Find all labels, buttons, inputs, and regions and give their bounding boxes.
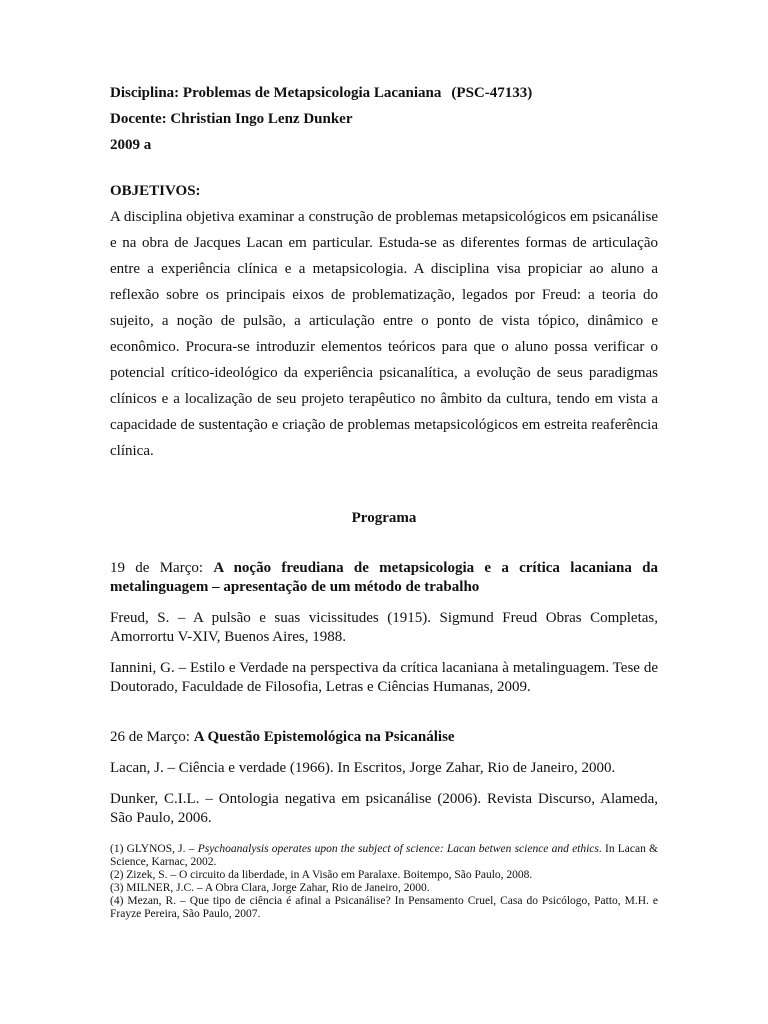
document-page (110, 80, 658, 921)
course-code: (PSC-47133) (451, 85, 533, 101)
session-2-heading (110, 728, 658, 747)
objectives-body: A disciplina objetiva examinar a construção de problemas metapsicológicos em psicanálise e na obra de Jacques Lacan em particular. Estuda-se as diferentes formas de articulação entre a experiência clínica e a metapsicologia. A disciplina visa propiciar ao aluno a reflexão sobre os principais eixos de problematização, legados por Freud: a teoria do sujeito, a noção de pulsão, a articulação entre o ponto de vista tópico, dinâmico e econômico. Procura-se introduzir elementos teóricos para que o aluno possa verificar o potencial crítico-ideológico da experiência psicanalítica, a evolução de seus paradigmas clínicos e a localização de seu projeto terapêutico no âmbito da cultura, tendo em vista a capacidade de sustentação e criação de problemas metapsicológicos em estreita reaferência clínica. (110, 209, 658, 459)
instructor-line: Docente: Christian Ingo Lenz Dunker (110, 111, 353, 127)
year-line: 2009 a (110, 137, 152, 153)
session-1-heading (110, 559, 658, 597)
session-2-date: 26 de Março: (110, 729, 194, 745)
footnote-2: (2) Zizek, S. – O circuito da liberdade, in A Visão em Paralaxe. Boitempo, São Paulo, 2008. (110, 869, 533, 881)
session-1-ref-2: Iannini, G. – Estilo e Verdade na perspectiva da crítica lacaniana à metalinguagem. Tese de Doutorado, Faculdade de Filosofia, Letras e Ciências Humanas, 2009. (110, 660, 658, 695)
footnote-3: (3) MILNER, J.C. – A Obra Clara, Jorge Zahar, Rio de Janeiro, 2000. (110, 882, 430, 894)
session-1-title: A noção freudiana de metapsicologia e a crítica lacaniana da metalinguagem – apresentação de um método de trabalho (110, 560, 658, 595)
footnote-1: (1) GLYNOS, J. – Psychoanalysis operates upon the subject of science: Lacan betwen science and ethics. In Lacan & Science, Karnac, 2002. (110, 843, 659, 868)
session-2-ref-2: Dunker, C.I.L. – Ontologia negativa em psicanálise (2006). Revista Discurso, Alameda, São Paulo, 2006. (110, 791, 658, 826)
session-2-ref-1: Lacan, J. – Ciência e verdade (1966). In Escritos, Jorge Zahar, Rio de Janeiro, 2000. (110, 760, 616, 776)
session-1-date: 19 de Março: (110, 560, 214, 576)
course-title: Disciplina: Problemas de Metapsicologia Lacaniana (PSC-47133) (110, 85, 533, 101)
objectives-heading: OBJETIVOS: (110, 183, 201, 199)
session-1-ref-1: Freud, S. – A pulsão e suas vicissitudes (1915). Sigmund Freud Obras Completas, Amorrortu V-XIV, Buenos Aires, 1988. (110, 610, 658, 645)
session-2-title: A Questão Epistemológica na Psicanálise (193, 729, 455, 745)
program-heading: Programa (351, 510, 417, 526)
footnotes (110, 843, 658, 921)
footnote-4: (4) Mezan, R. – Que tipo de ciência é afinal a Psicanálise? In Pensamento Cruel, Casa do Psicólogo, Patto, M.H. e Frayze Pereira, São Paulo, 2007. (110, 895, 658, 920)
